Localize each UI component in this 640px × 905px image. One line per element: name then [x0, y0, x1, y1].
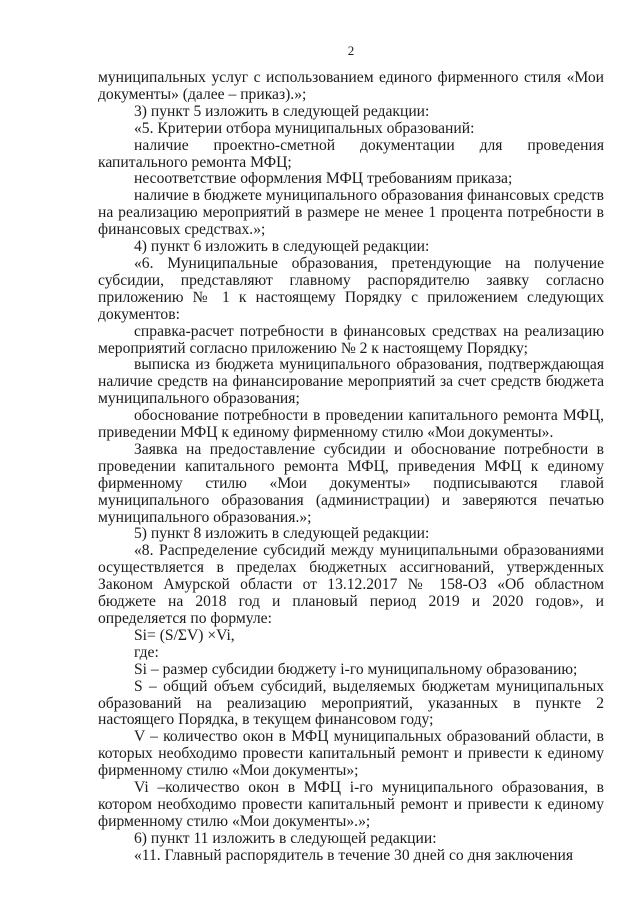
paragraph: Si – размер субсидии бюджету i-го муниципальному образованию;: [134, 660, 578, 678]
paragraph: 4) пункт 6 изложить в следующей редакции:: [134, 238, 430, 256]
page-number: 2: [347, 43, 355, 58]
paragraph: «6. Муниципальные образования, претендующие на получение субсидии, представляют главному распорядителю заявку согласно приложению № 1 к настоящему Порядку с приложением следующих документов:: [98, 254, 604, 323]
paragraph: обоснование потребности в проведении капитального ремонта МФЦ, приведении МФЦ к единому фирменному стилю «Мои документы».: [98, 407, 604, 442]
paragraph: 6) пункт 11 изложить в следующей редакции:: [134, 829, 437, 847]
paragraph: «8. Распределение субсидий между муниципальными образованиями осуществляется в пределах бюджетных ассигнований, утвержденных Законом Амурской области от 13.12.2017 № 158-ОЗ «Об областном бюджете на 2018 год и плановый период 2019 и 2020 годов», и определяется по формуле:: [98, 542, 604, 627]
paragraph: Vi –количество окон в МФЦ i-го муниципального образования, в котором необходимо провести капитальный ремонт и привести к единому фирменному стилю «Мои документы».»;: [98, 779, 604, 830]
paragraph: «11. Главный распорядитель в течение 30 дней со дня заключения: [134, 846, 574, 864]
formula-where-label: где:: [134, 643, 159, 661]
paragraph: выписка из бюджета муниципального образования, подтверждающая наличие средств на финансирование мероприятий за счет средств бюджета муниципального образования;: [98, 356, 604, 408]
paragraph: Заявка на предоставление субсидии и обоснование потребности в проведении капитального ремонта МФЦ, приведения МФЦ к единому фирменному стилю «Мои документы» подписываются главой муниципального образования (администрации) и заверяются печатью муниципального образования.»;: [98, 440, 604, 526]
paragraph: наличие в бюджете муниципального образования финансовых средств на реализацию мероприятий в размере не менее 1 процента потребности в финансовых средствах.»;: [98, 187, 604, 239]
paragraph: несоответствие оформления МФЦ требованиям приказа;: [134, 170, 513, 188]
paragraph: S – общий объем субсидий, выделяемых бюджетам муниципальных образований на реализацию мероприятий, указанных в пункте 2 настоящего Порядка, в текущем финансовом году;: [98, 677, 604, 729]
formula: Si= (S/ΣV) ×Vi,: [134, 626, 235, 644]
paragraph: муниципальных услуг с использованием единого фирменного стиля «Мои документы» (далее – приказ).»;: [98, 69, 604, 103]
paragraph: «5. Критерии отбора муниципальных образований:: [134, 119, 475, 137]
paragraph: 5) пункт 8 изложить в следующей редакции:: [134, 525, 430, 543]
paragraph: справка-расчет потребности в финансовых средствах на реализацию мероприятий согласно приложению № 2 к настоящему Порядку;: [98, 322, 604, 357]
paragraph: наличие проектно-сметной документации для проведения капитального ремонта МФЦ;: [98, 136, 604, 171]
paragraph: 3) пункт 5 изложить в следующей редакции:: [134, 102, 430, 120]
document-body: [98, 70, 604, 865]
paragraph: V – количество окон в МФЦ муниципальных образований области, в которых необходимо провести капитальный ремонт и привести к единому фирменному стилю «Мои документы»;: [98, 728, 604, 780]
